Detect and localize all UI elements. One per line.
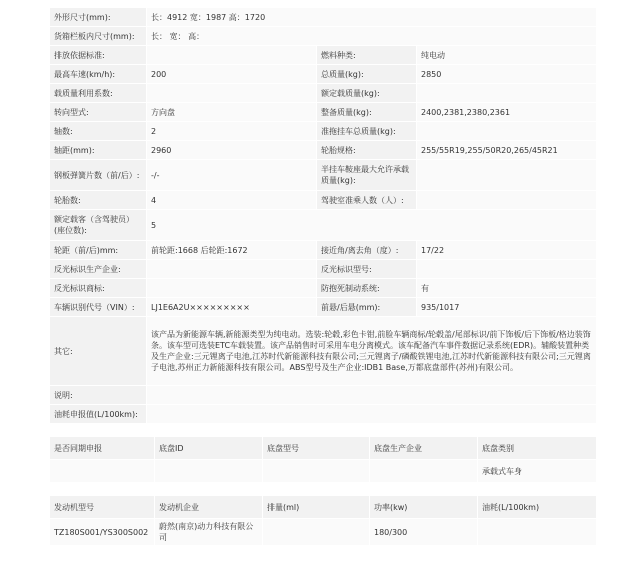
engine-cell: 180/300: [370, 519, 478, 546]
chassis-header-cell: 是否同期申报: [50, 437, 155, 460]
spec-value: 方向盘: [147, 103, 317, 122]
engine-header-cell: 发动机企业: [155, 496, 263, 519]
vehicle-spec-document: [49, 7, 596, 546]
chassis-cell: [50, 460, 155, 483]
spec-label: 其它:: [50, 317, 147, 386]
spec-value: [147, 405, 597, 424]
chassis-header-cell: 底盘型号: [263, 437, 370, 460]
spec-row: [50, 27, 597, 46]
spec-row: [50, 241, 597, 260]
spec-row: [50, 46, 597, 65]
spec-row: [50, 405, 597, 424]
spec-value: 5: [147, 210, 597, 241]
spec-label: 接近角/离去角（度）:: [317, 241, 417, 260]
spec-value: 有: [417, 279, 597, 298]
spec-row: [50, 65, 597, 84]
spec-row: [50, 141, 597, 160]
spec-value: 17/22: [417, 241, 597, 260]
engine-cell: [478, 519, 597, 546]
spec-label: 燃料种类:: [317, 46, 417, 65]
spec-value: 200: [147, 65, 317, 84]
engine-cell: 蔚然(南京)动力科技有限公司: [155, 519, 263, 546]
spec-label: 前悬/后悬(mm):: [317, 298, 417, 317]
spec-label: 货箱栏板内尺寸(mm):: [50, 27, 147, 46]
spec-value: 前轮距:1668 后轮距:1672: [147, 241, 317, 260]
spec-label: 轮距（前/后)mm:: [50, 241, 147, 260]
spec-value: [147, 84, 317, 103]
spec-label: 额定载客（含驾驶员）(座位数):: [50, 210, 147, 241]
engine-header-cell: 功率(kw): [370, 496, 478, 519]
engine-header-cell: 排量(ml): [263, 496, 370, 519]
chassis-cell: [370, 460, 478, 483]
spec-label: 半挂车鞍座最大允许承载质量(kg):: [317, 160, 417, 191]
spec-label: 整备质量(kg):: [317, 103, 417, 122]
spec-row: [50, 122, 597, 141]
chassis-header-cell: 底盘生产企业: [370, 437, 478, 460]
spec-row: [50, 103, 597, 122]
spec-label: 轮胎规格:: [317, 141, 417, 160]
spec-label: 外形尺寸(mm):: [50, 8, 147, 27]
spec-label: 额定载质量(kg):: [317, 84, 417, 103]
chassis-header-row: [50, 437, 597, 460]
spec-row: [50, 8, 597, 27]
chassis-cell: 承载式车身: [478, 460, 597, 483]
spec-label: 准拖挂车总质量(kg):: [317, 122, 417, 141]
spec-row: [50, 279, 597, 298]
spec-label: 转向型式:: [50, 103, 147, 122]
spec-label: 反光标识型号:: [317, 260, 417, 279]
spec-label: 轮胎数:: [50, 191, 147, 210]
spec-value: 4: [147, 191, 317, 210]
spec-row: [50, 260, 597, 279]
spec-label: 轴距(mm):: [50, 141, 147, 160]
engine-cell: [263, 519, 370, 546]
spec-label: 说明:: [50, 386, 147, 405]
engine-data-row: [50, 519, 597, 546]
spec-table: [49, 7, 597, 424]
spec-row: [50, 317, 597, 386]
engine-header-cell: 油耗(L/100km): [478, 496, 597, 519]
engine-cell: TZ180S001/YS300S002: [50, 519, 155, 546]
spec-value: [147, 386, 597, 405]
spec-value: 2960: [147, 141, 317, 160]
chassis-data-row: [50, 460, 597, 483]
spec-value: [147, 260, 317, 279]
spec-label: 总质量(kg):: [317, 65, 417, 84]
chassis-cell: [155, 460, 263, 483]
spec-label: 最高车速(km/h):: [50, 65, 147, 84]
spec-value: [417, 122, 597, 141]
spec-value: [417, 260, 597, 279]
chassis-header-cell: 底盘类别: [478, 437, 597, 460]
spec-value: LJ1E6A2U×××××××××: [147, 298, 317, 317]
spec-label: 轴数:: [50, 122, 147, 141]
chassis-cell: [263, 460, 370, 483]
engine-header-cell: 发动机型号: [50, 496, 155, 519]
spec-value: 935/1017: [417, 298, 597, 317]
spec-row: [50, 210, 597, 241]
chassis-table: [49, 436, 597, 483]
spec-value: [147, 46, 317, 65]
spec-value: 长： 宽： 高：: [147, 27, 597, 46]
spec-value: [417, 84, 597, 103]
spec-row: [50, 298, 597, 317]
spec-label: 排放依据标准:: [50, 46, 147, 65]
spec-value: -/-: [147, 160, 317, 191]
spec-row: [50, 84, 597, 103]
spec-value: 长：4912 宽：1987 高：1720: [147, 8, 597, 27]
spec-row: [50, 386, 597, 405]
spec-label: 油耗申报值(L/100km):: [50, 405, 147, 424]
spec-label: 反光标识生产企业:: [50, 260, 147, 279]
spec-row: [50, 191, 597, 210]
spec-value: 2: [147, 122, 317, 141]
spec-value: 255/55R19,255/50R20,265/45R21: [417, 141, 597, 160]
spec-label: 防抱死制动系统:: [317, 279, 417, 298]
engine-header-row: [50, 496, 597, 519]
engine-table: [49, 495, 597, 546]
spec-value: 该产品为新能源车辆,新能源类型为纯电动。选装:轮毂,彩色卡钳,前脸车辆商标/轮毂盖/尾部标识/前下饰板/后下饰板/格边装饰条。该车型可选装ETC车载装置。该产品销售时可采用车电分离模式。该车配备汽车事件数据记录系统(EDR)。辅酸装置种类及生产企业:三元锂离子电池,江苏时代新能源科技有限公司;三元锂离子/磷酸铁锂电池,江苏时代新能源科技有限公司;三元锂离子电池,苏州正力新能源科技有限公司。ABS型号及生产企业:IDB1 Base,万都底盘部件(苏州)有限公司。: [147, 317, 597, 386]
spec-label: 车辆识别代号（VIN）:: [50, 298, 147, 317]
spec-label: 驾驶室准乘人数（人）:: [317, 191, 417, 210]
spec-value: 2850: [417, 65, 597, 84]
spec-value: 纯电动: [417, 46, 597, 65]
spec-value: [417, 191, 597, 210]
spec-value: 2400,2381,2380,2361: [417, 103, 597, 122]
spec-value: [417, 160, 597, 191]
spec-label: 载质量利用系数:: [50, 84, 147, 103]
spec-label: 反光标识商标:: [50, 279, 147, 298]
spec-row: [50, 160, 597, 191]
spec-label: 钢板弹簧片数（前/后）:: [50, 160, 147, 191]
spec-value: [147, 279, 317, 298]
chassis-header-cell: 底盘ID: [155, 437, 263, 460]
